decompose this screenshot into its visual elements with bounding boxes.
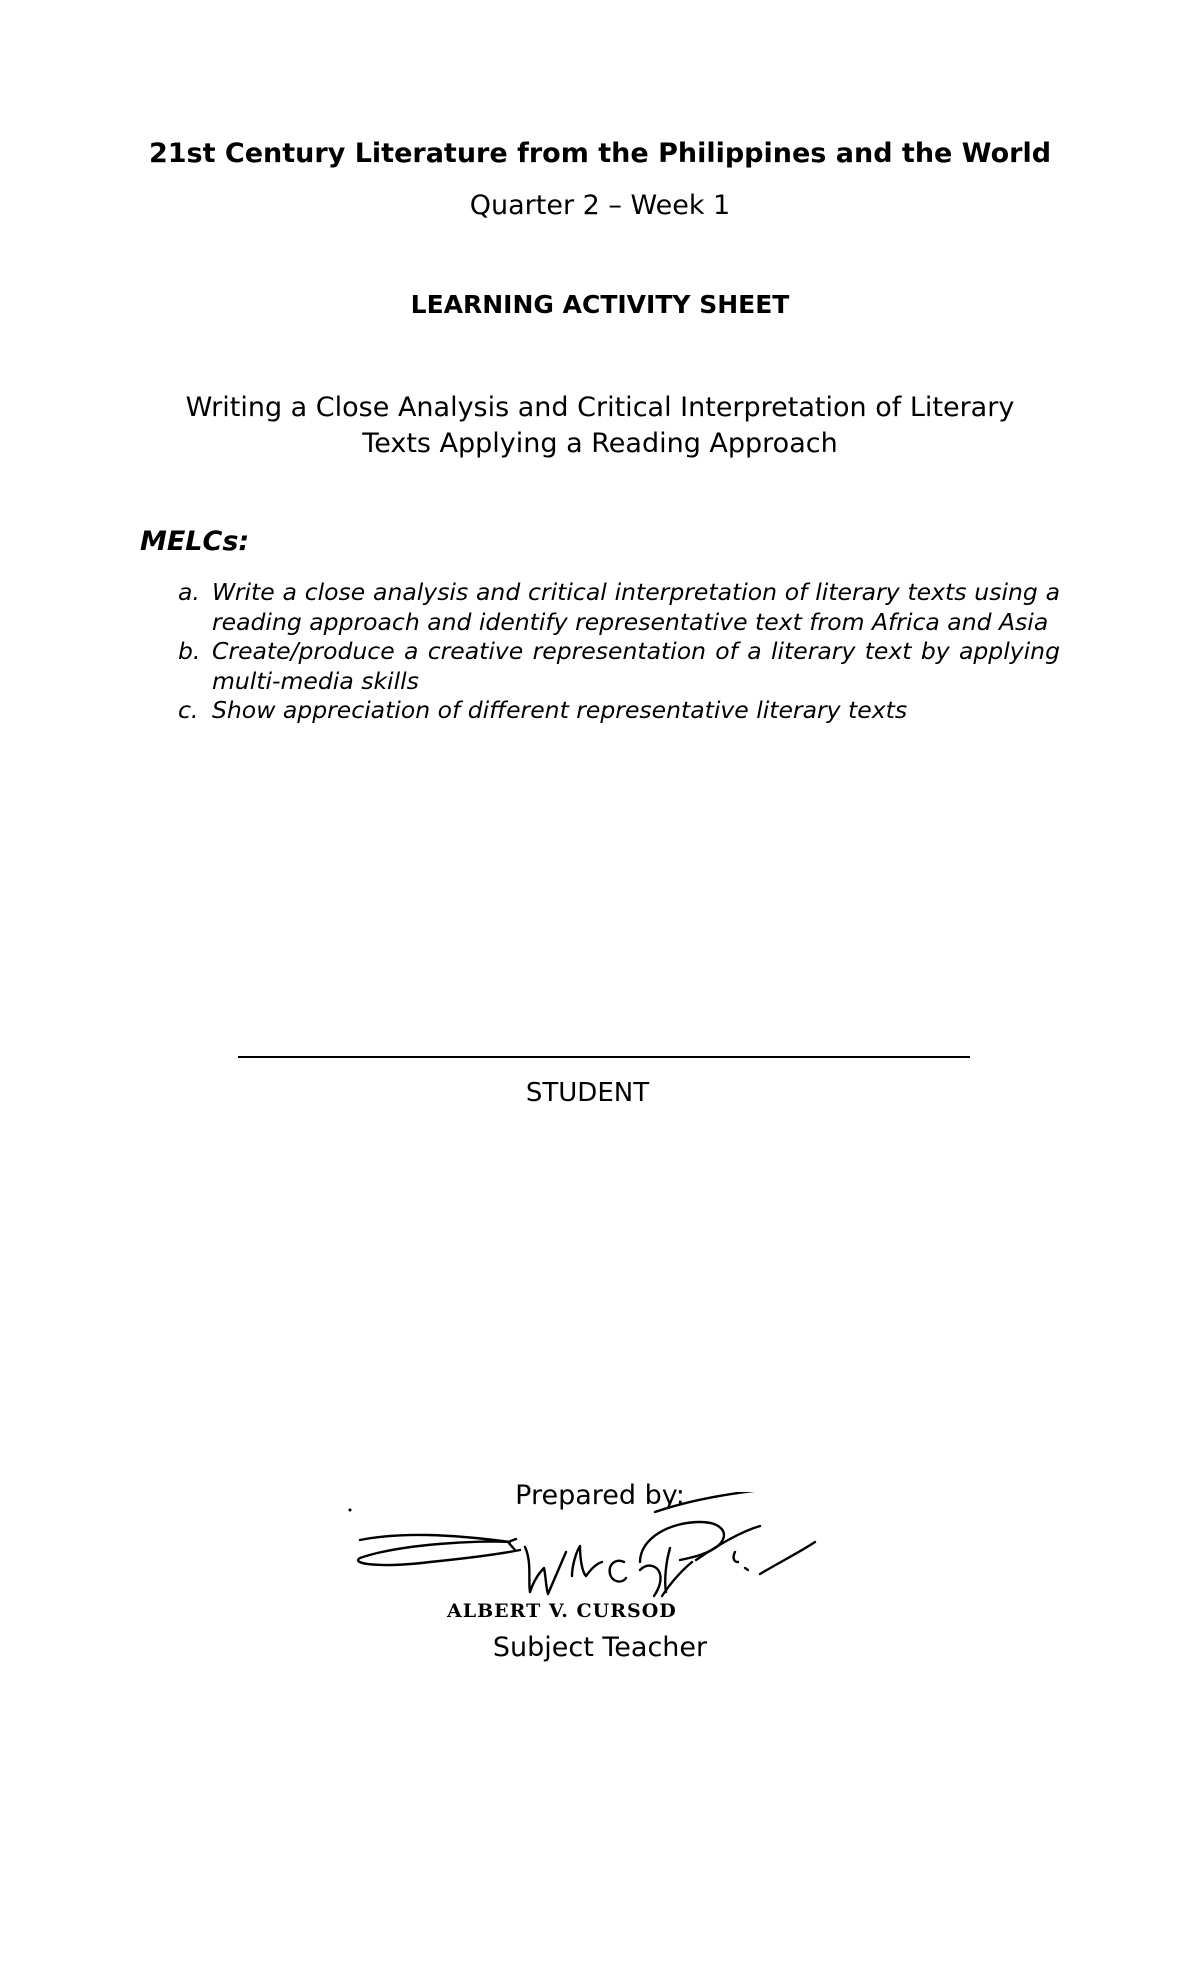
list-item-text: Write a close analysis and critical interpretation of literary texts using a reading approach and identify representative text from Africa and Asia bbox=[212, 578, 1060, 636]
list-marker: b. bbox=[178, 637, 201, 665]
list-item bbox=[170, 696, 1060, 726]
topic-line-2: Texts Applying a Reading Approach bbox=[362, 428, 838, 459]
teacher-name: ALBERT V. CURSOD bbox=[447, 1600, 677, 1622]
list-marker: c. bbox=[178, 696, 199, 724]
list-item-text: Create/produce a creative representation of a literary text by applying multi-media skills bbox=[212, 637, 1060, 695]
melcs-list bbox=[170, 578, 1060, 726]
student-label: STUDENT bbox=[525, 1078, 650, 1108]
teacher-role: Subject Teacher bbox=[492, 1632, 708, 1663]
topic-line-1: Writing a Close Analysis and Critical Interpretation of Literary bbox=[185, 392, 1015, 423]
handwritten-signature bbox=[340, 1492, 840, 1652]
topic-title bbox=[150, 390, 1050, 462]
sheet-title: LEARNING ACTIVITY SHEET bbox=[410, 290, 790, 319]
course-title: 21st Century Literature from the Philippines and the World bbox=[148, 138, 1052, 169]
melcs-heading: MELCs: bbox=[140, 526, 250, 557]
list-marker: a. bbox=[178, 578, 200, 606]
list-item bbox=[170, 578, 1060, 637]
prepared-by-label: Prepared by: bbox=[515, 1480, 685, 1511]
list-item bbox=[170, 637, 1060, 696]
list-item-text: Show appreciation of different representative literary texts bbox=[212, 696, 908, 724]
student-signature-line bbox=[238, 1056, 970, 1058]
quarter-week-label: Quarter 2 – Week 1 bbox=[469, 190, 731, 221]
